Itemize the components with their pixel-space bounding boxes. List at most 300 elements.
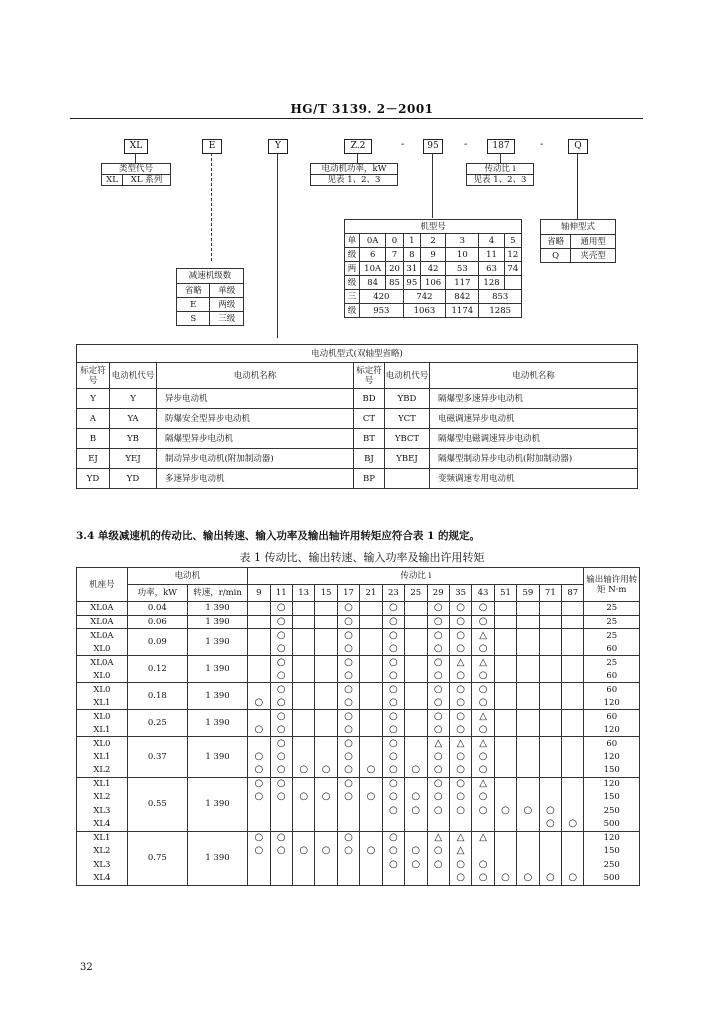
frame-cell: 84 [360, 276, 386, 290]
t1-ratio-head: 43 [472, 585, 494, 602]
t1-mark: ○ [427, 602, 449, 616]
t1-head-power: 功率，kW [127, 585, 187, 602]
frame-cell: 5 [504, 234, 521, 248]
t1-mark [337, 804, 359, 818]
t1-mark [562, 777, 584, 791]
t1-mark: ○ [337, 710, 359, 724]
t1-mark: ○ [382, 764, 404, 778]
motor-cell: 多速异步电动机 [157, 469, 354, 489]
t1-mark: ○ [248, 696, 270, 710]
t1-mark: △ [449, 831, 471, 845]
t1-mark [494, 696, 516, 710]
t1-mark [517, 602, 539, 616]
t1-frame: XL0 [77, 642, 128, 656]
t1-mark [517, 791, 539, 805]
t1-mark [405, 656, 427, 670]
t1-frame: XL1 [77, 723, 128, 737]
t1-mark [517, 710, 539, 724]
t1-frame: XL4 [77, 818, 128, 832]
t1-mark: ○ [360, 791, 382, 805]
t1-row [77, 710, 640, 724]
frame-cell: 842 [446, 290, 479, 304]
t1-mark: ○ [292, 764, 314, 778]
motor-head: 标定符号 [354, 363, 385, 389]
t1-mark [405, 710, 427, 724]
t1-mark [494, 777, 516, 791]
t1-mark: ○ [449, 723, 471, 737]
t1-mark: ○ [382, 750, 404, 764]
t1-mark [292, 737, 314, 751]
t1-mark [539, 750, 561, 764]
t1-torque: 120 [584, 750, 640, 764]
t1-row [77, 777, 640, 791]
motor-cell: 隔爆型制动异步电动机(附加制动器) [430, 449, 638, 469]
t1-mark [315, 750, 337, 764]
t1-mark [427, 818, 449, 832]
section-note: 3.4 单级减速机的传动比、输出转速、输入功率及输出轴许用转矩应符合表 1 的规定。 [76, 530, 481, 542]
t1-mark: ○ [337, 845, 359, 859]
t1-ratio-head: 51 [494, 585, 516, 602]
t1-mark [494, 737, 516, 751]
t1-mark: ○ [337, 683, 359, 697]
type-code-symbol: XL [102, 175, 123, 186]
t1-mark [248, 615, 270, 629]
t1-mark: ○ [405, 791, 427, 805]
t1-mark [292, 696, 314, 710]
t1-mark [248, 737, 270, 751]
t1-mark: ○ [382, 858, 404, 872]
t1-mark: ○ [248, 750, 270, 764]
t1-mark: ○ [382, 710, 404, 724]
t1-mark [248, 872, 270, 886]
code-box-motor: Y [268, 139, 288, 154]
t1-torque: 120 [584, 696, 640, 710]
t1-mark: ○ [472, 764, 494, 778]
page-number: 32 [80, 962, 93, 973]
t1-mark: ○ [472, 791, 494, 805]
t1-power: 0.04 [127, 602, 187, 616]
t1-mark: ○ [382, 791, 404, 805]
t1-mark: ○ [382, 642, 404, 656]
t1-torque: 150 [584, 791, 640, 805]
t1-mark: ○ [494, 804, 516, 818]
type-code-title: 类型代号 [102, 164, 171, 175]
motor-cell: 防爆安全型异步电动机 [157, 409, 354, 429]
t1-mark [315, 696, 337, 710]
t1-mark [405, 831, 427, 845]
frame-cell: 128 [479, 276, 504, 290]
frame-cell: 级 [345, 276, 360, 290]
t1-mark: ○ [427, 642, 449, 656]
t1-speed: 1 390 [187, 710, 247, 737]
t1-mark: ○ [382, 602, 404, 616]
t1-mark [315, 615, 337, 629]
t1-mark: ○ [337, 737, 359, 751]
frame-number-table [344, 219, 522, 318]
t1-mark [315, 777, 337, 791]
t1-ratio-head: 9 [248, 585, 270, 602]
t1-mark [405, 737, 427, 751]
t1-mark [539, 602, 561, 616]
t1-mark: ○ [337, 615, 359, 629]
stage-table [176, 268, 244, 326]
t1-mark [539, 615, 561, 629]
t1-mark [517, 696, 539, 710]
t1-speed: 1 390 [187, 602, 247, 616]
t1-mark [562, 791, 584, 805]
t1-mark [405, 872, 427, 886]
t1-row [77, 831, 640, 845]
t1-mark: ○ [472, 858, 494, 872]
t1-mark [562, 656, 584, 670]
t1-mark: ○ [472, 804, 494, 818]
t1-torque: 150 [584, 764, 640, 778]
t1-mark [517, 764, 539, 778]
t1-frame: XL4 [77, 872, 128, 886]
motor-cell: Y [77, 389, 110, 409]
t1-mark: ○ [472, 683, 494, 697]
t1-mark [360, 642, 382, 656]
t1-mark: △ [427, 831, 449, 845]
t1-mark: ○ [427, 669, 449, 683]
t1-mark [562, 629, 584, 643]
t1-mark [248, 642, 270, 656]
code-dash-2: - [464, 139, 468, 150]
t1-mark: ○ [472, 750, 494, 764]
frame-cell: 12 [504, 248, 521, 262]
t1-mark [494, 818, 516, 832]
t1-mark: ○ [449, 858, 471, 872]
t1-frame: XL1 [77, 777, 128, 791]
t1-mark [248, 683, 270, 697]
t1-mark: ○ [337, 777, 359, 791]
t1-mark [539, 669, 561, 683]
t1-mark: ○ [427, 804, 449, 818]
t1-power: 0.37 [127, 737, 187, 778]
motor-cell: YB [110, 429, 157, 449]
t1-torque: 500 [584, 818, 640, 832]
t1-mark [405, 777, 427, 791]
t1-mark: ○ [360, 845, 382, 859]
t1-mark [562, 858, 584, 872]
t1-mark: ○ [382, 804, 404, 818]
motor-row [77, 469, 638, 489]
t1-speed: 1 390 [187, 629, 247, 656]
motor-cell: YEJ [110, 449, 157, 469]
t1-frame: XL0A [77, 615, 128, 629]
t1-mark [248, 804, 270, 818]
t1-row [77, 656, 640, 670]
t1-ratio-head: 59 [517, 585, 539, 602]
t1-mark: ○ [449, 710, 471, 724]
frame-cell: 2 [420, 234, 445, 248]
t1-mark [494, 845, 516, 859]
t1-mark: ○ [449, 750, 471, 764]
t1-mark: ○ [382, 656, 404, 670]
t1-mark: ○ [427, 629, 449, 643]
t1-mark: ○ [337, 831, 359, 845]
motor-power-note: 见表 1、2、3 [311, 175, 398, 186]
t1-ratio-head: 11 [270, 585, 292, 602]
t1-mark [292, 642, 314, 656]
t1-power: 0.25 [127, 710, 187, 737]
t1-mark [449, 818, 471, 832]
stage-cell: S [177, 312, 210, 326]
t1-mark [292, 777, 314, 791]
t1-mark: ○ [449, 629, 471, 643]
leader-series [135, 153, 136, 163]
t1-mark: △ [472, 777, 494, 791]
t1-head-ratio: 传动比 i [248, 568, 584, 585]
t1-mark: ○ [472, 642, 494, 656]
t1-mark [360, 710, 382, 724]
frame-cell: 953 [360, 304, 404, 318]
t1-mark [292, 629, 314, 643]
t1-power: 0.06 [127, 615, 187, 629]
t1-mark [360, 656, 382, 670]
t1-frame: XL0 [77, 669, 128, 683]
t1-mark: ○ [248, 764, 270, 778]
motor-cell: BD [354, 389, 385, 409]
t1-mark: ○ [449, 777, 471, 791]
t1-mark [405, 602, 427, 616]
motor-cell: 制动异步电动机(附加制动器) [157, 449, 354, 469]
table1 [76, 567, 640, 886]
t1-mark [315, 629, 337, 643]
t1-mark: ○ [427, 723, 449, 737]
motor-cell: EJ [77, 449, 110, 469]
motor-head: 电动机名称 [157, 363, 354, 389]
t1-mark [539, 629, 561, 643]
table1-caption: 表 1 传动比、输出转速、输入功率及输出许用转矩 [239, 551, 485, 564]
t1-torque: 250 [584, 858, 640, 872]
t1-head-torque: 输出轴许用转矩 N·m [584, 568, 640, 602]
frame-cell: 853 [479, 290, 522, 304]
shaft-cell: Q [541, 249, 571, 263]
motor-head: 电动机代号 [110, 363, 157, 389]
t1-speed: 1 390 [187, 683, 247, 710]
leader-frame [432, 153, 433, 218]
t1-mark [539, 737, 561, 751]
frame-cell: 两 [345, 262, 360, 276]
t1-mark: ○ [337, 750, 359, 764]
t1-mark [494, 723, 516, 737]
t1-mark [517, 750, 539, 764]
t1-mark [405, 615, 427, 629]
motor-cell [385, 469, 430, 489]
t1-mark [517, 683, 539, 697]
t1-mark [494, 642, 516, 656]
t1-mark [315, 656, 337, 670]
t1-mark [517, 845, 539, 859]
t1-frame: XL0 [77, 737, 128, 751]
t1-mark: ○ [562, 872, 584, 886]
t1-mark: ○ [382, 845, 404, 859]
t1-mark: ○ [382, 629, 404, 643]
t1-mark: ○ [248, 723, 270, 737]
t1-mark [562, 723, 584, 737]
t1-speed: 1 390 [187, 737, 247, 778]
t1-mark [517, 818, 539, 832]
shaft-cell: 省略 [541, 235, 571, 249]
frame-cell: 85 [386, 276, 403, 290]
t1-mark [517, 642, 539, 656]
t1-mark: ○ [562, 818, 584, 832]
t1-mark [292, 831, 314, 845]
t1-mark [270, 804, 292, 818]
t1-mark [360, 872, 382, 886]
t1-mark [315, 831, 337, 845]
t1-mark [539, 845, 561, 859]
motor-cell: A [77, 409, 110, 429]
t1-mark [539, 791, 561, 805]
t1-mark: ○ [405, 845, 427, 859]
type-code-name: XL 系列 [123, 175, 171, 186]
shaft-cell: 夹壳型 [571, 249, 616, 263]
t1-frame: XL3 [77, 804, 128, 818]
t1-mark [360, 831, 382, 845]
t1-mark [405, 669, 427, 683]
frame-cell [504, 276, 521, 290]
t1-mark: ○ [270, 696, 292, 710]
t1-torque: 500 [584, 872, 640, 886]
t1-mark: ○ [405, 858, 427, 872]
t1-mark [494, 750, 516, 764]
t1-row [77, 683, 640, 697]
t1-mark [360, 602, 382, 616]
t1-row [77, 629, 640, 643]
t1-mark [292, 683, 314, 697]
t1-mark [494, 629, 516, 643]
t1-ratio-head: 15 [315, 585, 337, 602]
t1-mark [517, 629, 539, 643]
t1-mark: ○ [337, 629, 359, 643]
motor-cell: 隔爆型电磁调速异步电动机 [430, 429, 638, 449]
stage-title: 减速机级数 [177, 269, 244, 284]
t1-mark: ○ [517, 804, 539, 818]
t1-mark [315, 872, 337, 886]
t1-mark [494, 764, 516, 778]
t1-mark: ○ [337, 696, 359, 710]
t1-torque: 60 [584, 669, 640, 683]
t1-mark: ○ [270, 629, 292, 643]
t1-mark [315, 683, 337, 697]
motor-cell: 异步电动机 [157, 389, 354, 409]
t1-mark: ○ [248, 831, 270, 845]
frame-cell: 单 [345, 234, 360, 248]
t1-mark: ○ [382, 831, 404, 845]
t1-mark: ○ [449, 683, 471, 697]
motor-cell: B [77, 429, 110, 449]
t1-mark: ○ [337, 602, 359, 616]
t1-mark: ○ [472, 669, 494, 683]
motor-cell: CT [354, 409, 385, 429]
t1-mark [539, 831, 561, 845]
frame-cell: 3 [446, 234, 479, 248]
t1-mark: ○ [360, 764, 382, 778]
motor-cell: BJ [354, 449, 385, 469]
t1-mark [248, 669, 270, 683]
t1-mark [405, 683, 427, 697]
t1-mark [562, 602, 584, 616]
frame-cell: 1063 [403, 304, 446, 318]
t1-mark [517, 858, 539, 872]
t1-torque: 150 [584, 845, 640, 859]
t1-mark [517, 737, 539, 751]
t1-mark [517, 723, 539, 737]
t1-mark: ○ [382, 737, 404, 751]
t1-torque: 25 [584, 615, 640, 629]
t1-mark [539, 858, 561, 872]
frame-cell: 0A [360, 234, 386, 248]
t1-mark [270, 872, 292, 886]
t1-mark [517, 656, 539, 670]
t1-speed: 1 390 [187, 831, 247, 885]
t1-mark: ○ [382, 696, 404, 710]
t1-mark [562, 845, 584, 859]
motor-cell: YD [110, 469, 157, 489]
t1-mark: ○ [449, 791, 471, 805]
stage-cell: 省略 [177, 284, 210, 298]
motor-cell: YBEJ [385, 449, 430, 469]
t1-mark: ○ [427, 710, 449, 724]
frame-cell: 1285 [479, 304, 522, 318]
t1-mark: ○ [270, 723, 292, 737]
t1-mark [292, 804, 314, 818]
t1-torque: 25 [584, 656, 640, 670]
t1-mark [427, 872, 449, 886]
code-box-stage: E [202, 139, 222, 154]
t1-mark: ○ [405, 764, 427, 778]
motor-row [77, 389, 638, 409]
t1-power: 0.75 [127, 831, 187, 885]
t1-mark: ○ [270, 615, 292, 629]
t1-mark: ○ [472, 872, 494, 886]
frame-cell: 42 [420, 262, 445, 276]
frame-cell: 8 [403, 248, 420, 262]
motor-head: 电动机名称 [430, 363, 638, 389]
shaft-type-table [540, 219, 616, 263]
t1-mark [405, 723, 427, 737]
t1-mark [337, 818, 359, 832]
t1-mark [472, 818, 494, 832]
t1-mark: ○ [292, 791, 314, 805]
frame-cell: 63 [479, 262, 504, 276]
t1-mark: △ [427, 737, 449, 751]
t1-mark: △ [472, 656, 494, 670]
leader-stage [211, 153, 212, 261]
t1-mark [562, 750, 584, 764]
t1-mark [562, 642, 584, 656]
t1-torque: 60 [584, 683, 640, 697]
motor-cell: YD [77, 469, 110, 489]
t1-head-motor: 电动机 [127, 568, 247, 585]
t1-mark [494, 669, 516, 683]
t1-mark [248, 602, 270, 616]
frame-cell: 742 [403, 290, 446, 304]
document-header: HG/T 3139. 2－2001 [290, 102, 434, 116]
frame-cell: 级 [345, 248, 360, 262]
t1-ratio-head: 17 [337, 585, 359, 602]
t1-mark: ○ [270, 845, 292, 859]
t1-power: 0.18 [127, 683, 187, 710]
leader-shaft [577, 153, 578, 219]
code-box-series: XL [124, 139, 148, 154]
t1-mark [315, 723, 337, 737]
motor-cell: 隔爆型异步电动机 [157, 429, 354, 449]
t1-mark [405, 750, 427, 764]
t1-mark [292, 602, 314, 616]
